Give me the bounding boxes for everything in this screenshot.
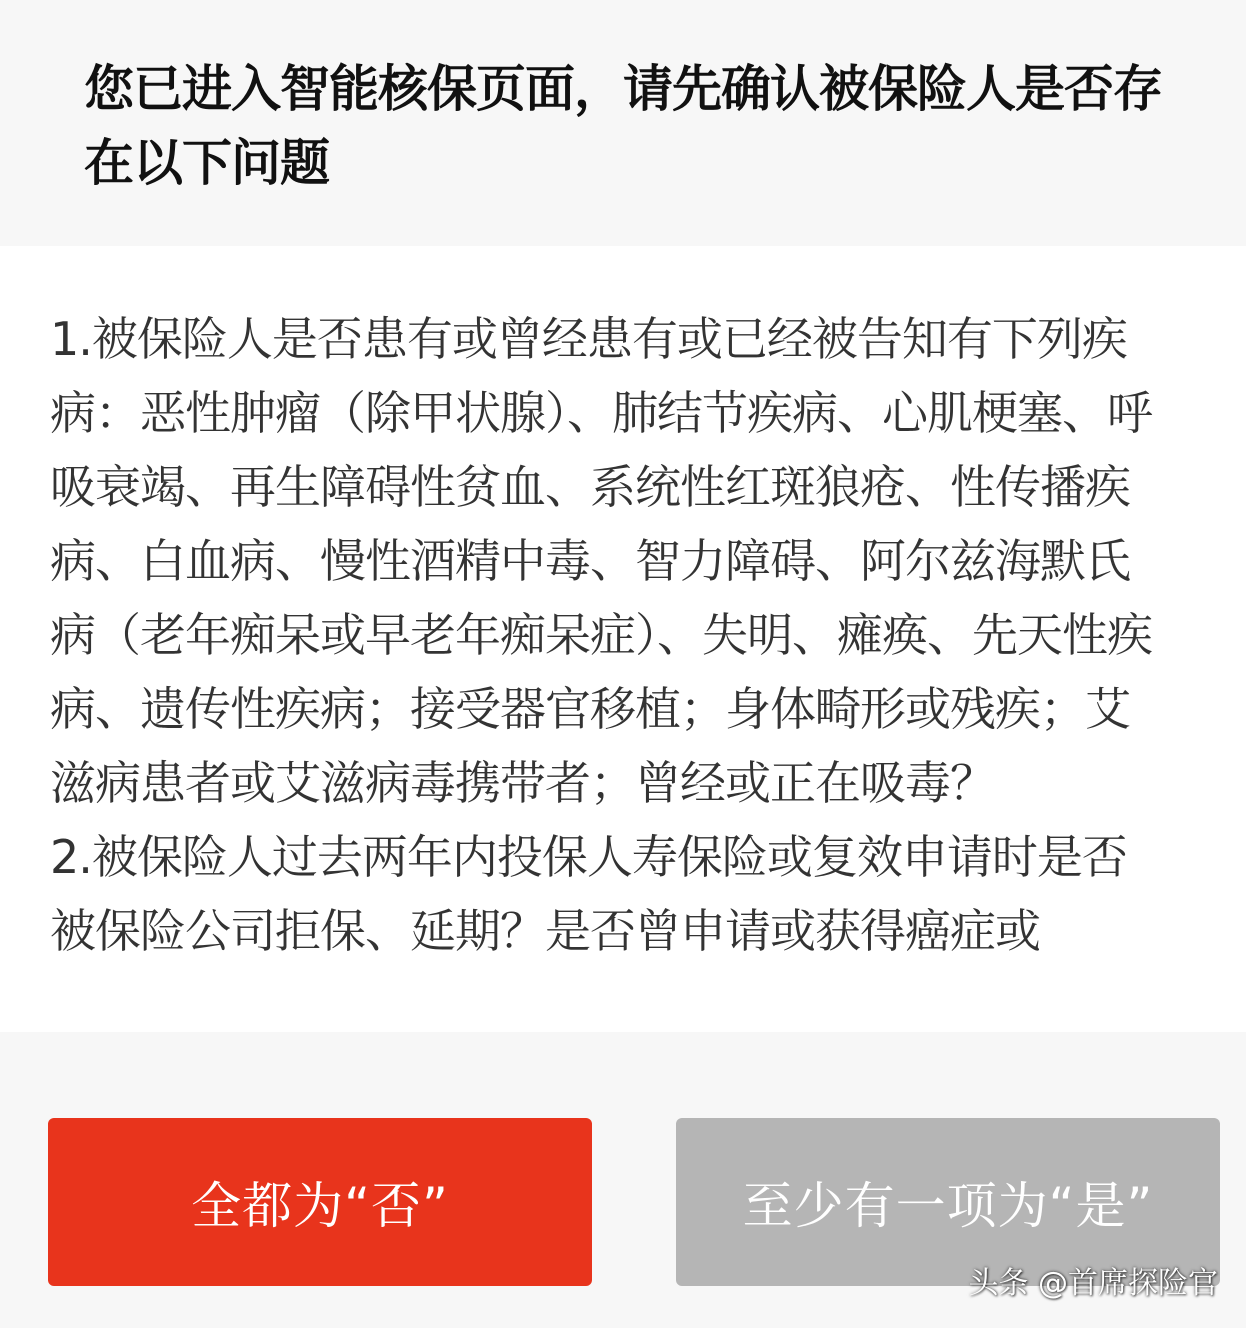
- page-title: 您已进入智能核保页面，请先确认被保险人是否存在以下问题: [84, 60, 1162, 192]
- question-panel[interactable]: [0, 246, 1246, 1032]
- action-footer: [0, 1032, 1246, 1328]
- all-no-button[interactable]: 全都为“否”: [48, 1118, 592, 1286]
- watermark-text: 头条 @首席探险官: [968, 1266, 1218, 1301]
- question-item-2: 2.被保险人过去两年内投保人寿保险或复效申请时是否被保险公司拒保、延期？是否曾申请或获得癌症或: [50, 830, 1127, 958]
- question-item-1: 1.被保险人是否患有或曾经患有或已经被告知有下列疾病：恶性肿瘤（除甲状腺）、肺结节疾病、心肌梗塞、呼吸衰竭、再生障碍性贫血、系统性红斑狼疮、性传播疾病、白血病、慢性酒精中毒、智力障碍、阿尔兹海默氏病（老年痴呆或早老年痴呆症）、失明、瘫痪、先天性疾病、遗传性疾病；接受器官移植；身体畸形或残疾；艾滋病患者或艾滋病毒携带者；曾经或正在吸毒？: [50, 312, 1152, 810]
- question-list: [50, 302, 1155, 968]
- page-header: [0, 0, 1246, 246]
- at-least-one-yes-button[interactable]: 至少有一项为“是”: [676, 1118, 1220, 1286]
